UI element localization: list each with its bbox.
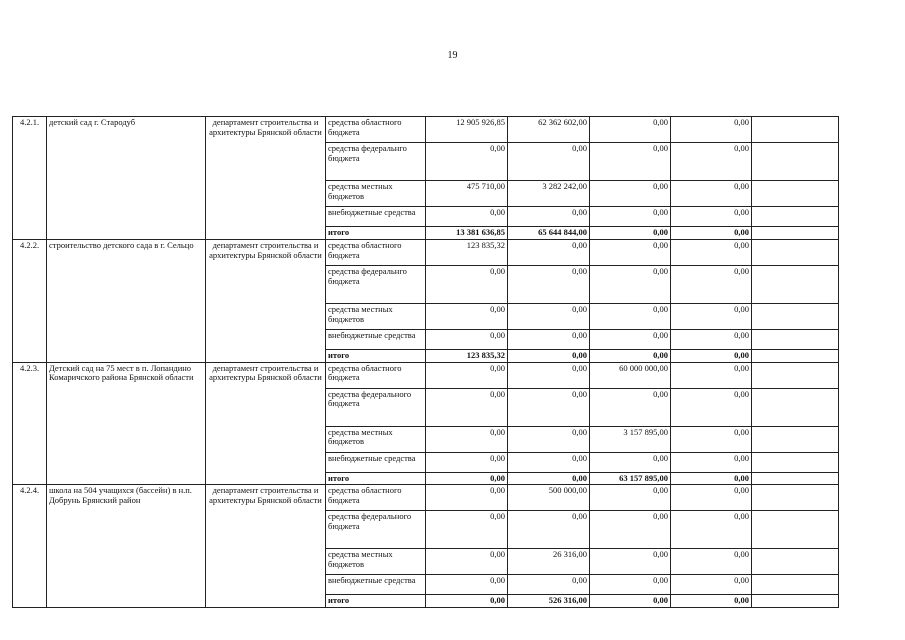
amount-v2: 0,00 [508,239,590,265]
project-name: школа на 504 учащихся (бассейн) в н.п. Добрунь Брянский район [47,485,206,608]
amount-v2: 0,00 [508,362,590,388]
empty-cell [752,117,839,143]
empty-cell [752,207,839,227]
funding-source: внебюджетные средства [326,207,426,227]
amount-v4: 0,00 [671,349,752,362]
funding-source: средства федерального бюджета [326,511,426,549]
empty-cell [752,303,839,329]
amount-v4: 0,00 [671,472,752,485]
amount-v1: 0,00 [426,575,508,595]
funding-source: средства местных бюджетов [326,549,426,575]
amount-v4: 0,00 [671,329,752,349]
amount-v3: 0,00 [590,575,671,595]
amount-v2: 0,00 [508,329,590,349]
funding-source: внебюджетные средства [326,329,426,349]
funding-source: средства местных бюджетов [326,181,426,207]
amount-v3: 0,00 [590,265,671,303]
amount-v2: 0,00 [508,143,590,181]
amount-v3: 0,00 [590,143,671,181]
funding-source: внебюджетные средства [326,452,426,472]
amount-v3: 0,00 [590,329,671,349]
amount-v3: 63 157 895,00 [590,472,671,485]
funding-source: средства областного бюджета [326,485,426,511]
empty-cell [752,549,839,575]
amount-v3: 0,00 [590,207,671,227]
amount-v2: 0,00 [508,388,590,426]
amount-v2: 500 000,00 [508,485,590,511]
amount-v1: 0,00 [426,388,508,426]
amount-v1: 0,00 [426,207,508,227]
amount-v2: 0,00 [508,452,590,472]
amount-v4: 0,00 [671,452,752,472]
funding-row [13,239,839,265]
amount-v1: 0,00 [426,595,508,608]
amount-v1: 0,00 [426,485,508,511]
amount-v2: 65 644 844,00 [508,227,590,240]
project-name: детский сад г. Стародуб [47,117,206,240]
amount-v4: 0,00 [671,117,752,143]
amount-v4: 0,00 [671,426,752,452]
amount-v4: 0,00 [671,303,752,329]
amount-v3: 0,00 [590,117,671,143]
amount-v1: 0,00 [426,472,508,485]
funding-source: средства местных бюджетов [326,303,426,329]
budget-table-body [13,117,839,608]
amount-v1: 0,00 [426,303,508,329]
amount-v2: 0,00 [508,303,590,329]
amount-v2: 0,00 [508,575,590,595]
project-executor: департамент строительства и архитектуры Брянской области [206,239,326,362]
amount-v3: 0,00 [590,303,671,329]
empty-cell [752,472,839,485]
funding-source: средства областного бюджета [326,117,426,143]
amount-v2: 62 362 602,00 [508,117,590,143]
funding-source: средства федерального бюджета [326,388,426,426]
empty-cell [752,227,839,240]
empty-cell [752,595,839,608]
funding-source: средства федеральнго бюджета [326,265,426,303]
project-code: 4.2.2. [13,239,47,362]
empty-cell [752,349,839,362]
amount-v2: 0,00 [508,511,590,549]
project-code: 4.2.4. [13,485,47,608]
project-name: строительство детского сада в г. Сельцо [47,239,206,362]
amount-v1: 12 905 926,85 [426,117,508,143]
empty-cell [752,265,839,303]
amount-v2: 3 282 242,00 [508,181,590,207]
funding-source: итого [326,349,426,362]
amount-v3: 0,00 [590,595,671,608]
empty-cell [752,143,839,181]
amount-v2: 0,00 [508,472,590,485]
amount-v4: 0,00 [671,595,752,608]
amount-v4: 0,00 [671,485,752,511]
amount-v2: 526 316,00 [508,595,590,608]
amount-v1: 0,00 [426,426,508,452]
amount-v1: 123 835,32 [426,239,508,265]
amount-v1: 0,00 [426,329,508,349]
empty-cell [752,452,839,472]
amount-v1: 123 835,32 [426,349,508,362]
amount-v3: 0,00 [590,388,671,426]
empty-cell [752,388,839,426]
amount-v4: 0,00 [671,143,752,181]
amount-v4: 0,00 [671,511,752,549]
empty-cell [752,575,839,595]
amount-v3: 0,00 [590,239,671,265]
amount-v1: 0,00 [426,265,508,303]
amount-v4: 0,00 [671,181,752,207]
amount-v2: 0,00 [508,426,590,452]
amount-v1: 0,00 [426,549,508,575]
amount-v3: 0,00 [590,549,671,575]
empty-cell [752,181,839,207]
page-number: 19 [447,50,458,61]
funding-source: средства местных бюджетов [326,426,426,452]
empty-cell [752,329,839,349]
amount-v2: 26 316,00 [508,549,590,575]
amount-v1: 475 710,00 [426,181,508,207]
empty-cell [752,362,839,388]
amount-v3: 0,00 [590,349,671,362]
amount-v4: 0,00 [671,549,752,575]
funding-source: средства областного бюджета [326,362,426,388]
amount-v2: 0,00 [508,207,590,227]
amount-v4: 0,00 [671,239,752,265]
funding-row [13,117,839,143]
amount-v1: 0,00 [426,362,508,388]
amount-v1: 13 381 636,85 [426,227,508,240]
project-name: Детский сад на 75 мест в п. Лопандино Комаричского района Брянской области [47,362,206,485]
project-code: 4.2.3. [13,362,47,485]
funding-source: внебюджетные средства [326,575,426,595]
empty-cell [752,239,839,265]
project-executor: департамент строительства и архитектуры Брянской области [206,485,326,608]
funding-source: средства федеральнго бюджета [326,143,426,181]
amount-v4: 0,00 [671,227,752,240]
amount-v3: 3 157 895,00 [590,426,671,452]
project-executor: департамент строительства и архитектуры Брянской области [206,117,326,240]
funding-source: средства областного бюджета [326,239,426,265]
amount-v1: 0,00 [426,143,508,181]
funding-source: итого [326,595,426,608]
budget-table [12,116,839,608]
amount-v2: 0,00 [508,349,590,362]
project-code: 4.2.1. [13,117,47,240]
amount-v3: 0,00 [590,485,671,511]
funding-row [13,485,839,511]
amount-v3: 0,00 [590,227,671,240]
empty-cell [752,485,839,511]
funding-row [13,362,839,388]
amount-v1: 0,00 [426,511,508,549]
amount-v4: 0,00 [671,207,752,227]
amount-v3: 60 000 000,00 [590,362,671,388]
amount-v3: 0,00 [590,511,671,549]
empty-cell [752,426,839,452]
amount-v3: 0,00 [590,452,671,472]
empty-cell [752,511,839,549]
funding-source: итого [326,227,426,240]
amount-v4: 0,00 [671,388,752,426]
amount-v4: 0,00 [671,575,752,595]
amount-v4: 0,00 [671,362,752,388]
amount-v2: 0,00 [508,265,590,303]
amount-v4: 0,00 [671,265,752,303]
funding-source: итого [326,472,426,485]
project-executor: департамент строительства и архитектуры Брянской области [206,362,326,485]
amount-v3: 0,00 [590,181,671,207]
amount-v1: 0,00 [426,452,508,472]
